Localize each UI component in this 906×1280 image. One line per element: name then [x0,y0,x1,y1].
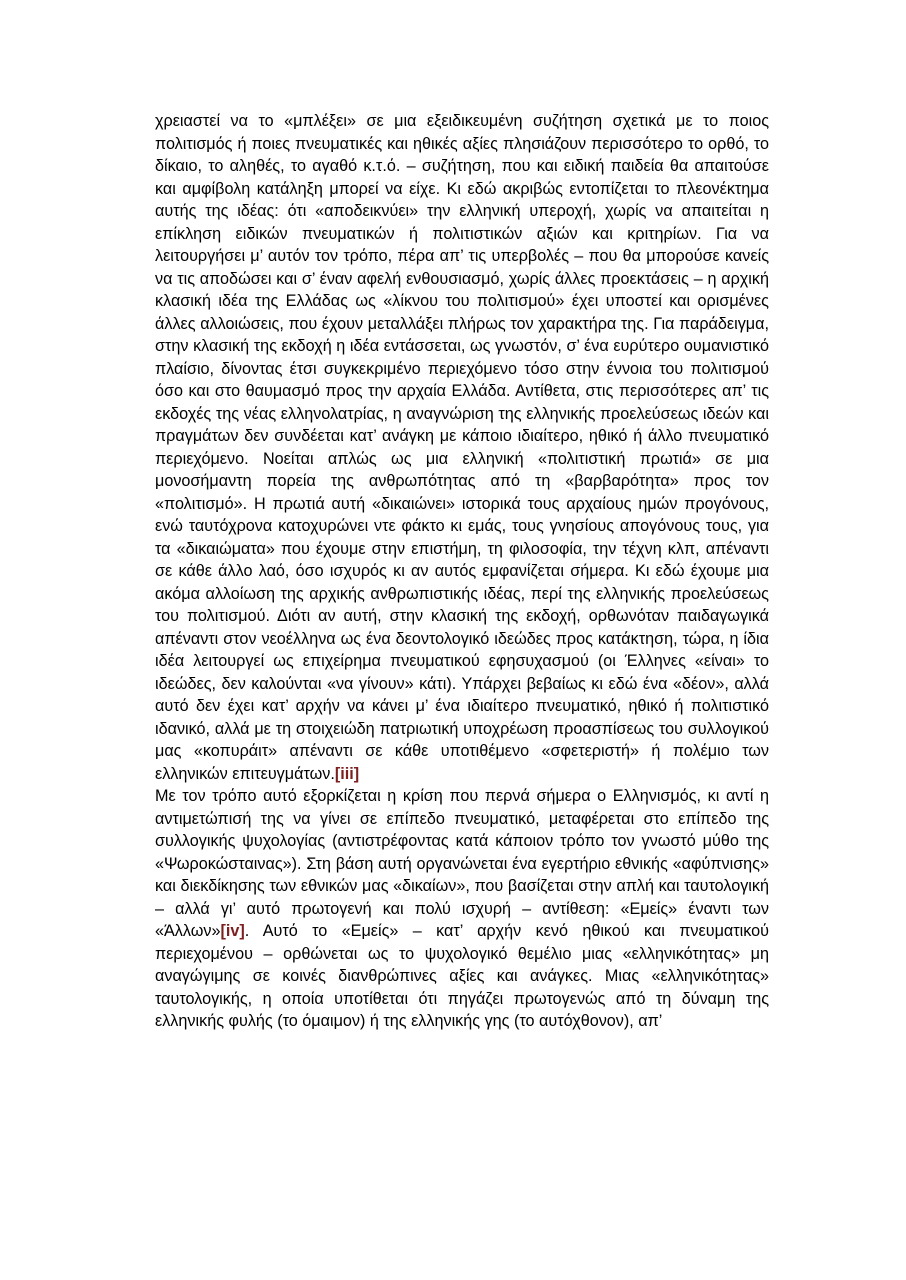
paragraph-text: χρειαστεί να το «μπλέξει» σε μια εξειδικευμένη συζήτηση σχετικά με το ποιος πολιτισμός ή ποιες πνευματικές και ηθικές αξίες πλησιάζουν περισσότερο το ορθό, το δίκαιο, το αληθές, το αγαθό κ.τ.ό. – συζήτηση, που και ειδική παιδεία θα απαιτούσε και αμφίβολη κατάληξη μπορεί να είχε. Κι εδώ ακριβώς εντοπίζεται το πλεονέκτημα αυτής της ιδέας: ότι «αποδεικνύει» την ελληνική υπεροχή, χωρίς να απαιτείται η επίκληση ειδικών πνευματικών ή πολιτιστικών αξιών και κριτηρίων. Για να λειτουργήσει μ’ αυτόν τον τρόπο, πέρα απ’ τις υπερβολές – που θα μπορούσε κανείς να τις αποδώσει και σ’ έναν αφελή ενθουσιασμό, χωρίς άλλες προεκτάσεις – η αρχική κλασική ιδέα της Ελλάδας ως «λίκνου του πολιτισμού» έχει υποστεί και ορισμένες άλλες αλλοιώσεις, που έχουν μεταλλάξει πλήρως τον χαρακτήρα της. Για παράδειγμα, στην κλασική της εκδοχή η ιδέα εντάσσεται, ως γνωστόν, σ’ ένα ευρύτερο ουμανιστικό πλαίσιο, δίνοντας έτσι συγκεκριμένο περιεχόμενο τόσο στην έννοια του πολιτισμού όσο και στο θαυμασμό προς την αρχαία Ελλάδα. Αντίθετα, στις περισσότερες απ’ τις εκδοχές της νέας ελληνολατρίας, η αναγνώριση της ελληνικής προελεύσεως ιδεών και πραγμάτων δεν συνδέεται κατ’ ανάγκη με κάποιο ιδιαίτερο, ηθικό ή άλλο πνευματικό περιεχόμενο. Νοείται απλώς ως μια ελληνική «πολιτιστική πρωτιά» σε μια μονοσήμαντη πορεία της ανθρωπότητας από τη «βαρβαρότητα» προς τον «πολιτισμό». Η πρωτιά αυτή «δικαιώνει» ιστορικά τους αρχαίους ημών προγόνους, ενώ ταυτόχρονα κατοχυρώνει ντε φάκτο κι εμάς, τους γνησίους απογόνους τους, για τα «δικαιώματα» που έχουμε στην επιστήμη, τη φιλοσοφία, την τέχνη κλπ, απέναντι σε κάθε άλλο λαό, όσο ισχυρός κι αν αυτός εμφανίζεται σήμερα. Κι εδώ έχουμε μια ακόμα αλλοίωση της αρχικής ανθρωπιστικής ιδέας, περί της ελληνικής προελεύσεως του πολιτισμού. Διότι αν αυτή, στην κλασική της εκδοχή, ορθωνόταν παιδαγωγικά απέναντι στον νεοέλληνα ως ένα δεοντολογικό ιδεώδες προς κατάκτηση, τώρα, η ίδια ιδέα λειτουργεί ως επιχείρημα πνευματικού εφησυχασμού (οι Έλληνες «είναι» το ιδεώδες, δεν καλούνται «να γίνουν» κάτι). Υπάρχει βεβαίως κι εδώ ένα «δέον», αλλά αυτό δεν έχει κατ’ αρχήν να κάνει μ’ ένα ιδιαίτερο πνευματικό, ηθικό ή πολιτιστικό ιδανικό, αλλά με τη στοιχειώδη πατριωτική υποχρέωση προασπίσεως του συλλογικού μας «κοπυράιτ» απέναντι σε κάθε υποτιθέμενο «σφετεριστή» ή πολέμιο των ελληνικών επιτευγμάτων. [155,112,769,783]
paragraph-text: Με τον τρόπο αυτό εξορκίζεται η κρίση που περνά σήμερα ο Ελληνισμός, κι αντί η αντιμετώπισή της να γίνει σε επίπεδο πνευματικό, μεταφέρεται στο επίπεδο της συλλογικής ψυχολογίας (αντιστρέφοντας κατά κάποιον τρόπο τον γνωστό μύθο της «Ψωροκώσταινας»). Στη βάση αυτή οργανώνεται ένα εγερτήριο εθνικής «αφύπνισης» και διεκδίκησης των εθνικών μας «δικαίων», που βασίζεται στην απλή και ταυτολογική – αλλά γι’ αυτό πρωτογενή και πολύ ισχυρή – αντίθεση: «Εμείς» έναντι των «Άλλων» [155,787,769,940]
document-body [155,110,769,1033]
paragraph [155,110,769,785]
paragraph [155,785,769,1033]
endnote-link[interactable]: [iv] [220,922,245,940]
endnote-link[interactable]: [iii] [334,764,360,783]
paragraph-text-continued: . Αυτό το «Εμείς» – κατ’ αρχήν κενό ηθικού και πνευματικού περιεχομένου – ορθώνεται ως το ψυχολογικό θεμέλιο μιας «ελληνικότητας» μη αναγώγιμης σε κοινές διανθρώπινες αξίες και ανάγκες. Μιας «ελληνικότητας» ταυτολογικής, η οποία υποτίθεται ότι πηγάζει πρωτογενώς από τη δύναμη της ελληνικής φυλής (το όμαιμον) ή της ελληνικής γης (το αυτόχθονον), απ’ [155,922,769,1030]
